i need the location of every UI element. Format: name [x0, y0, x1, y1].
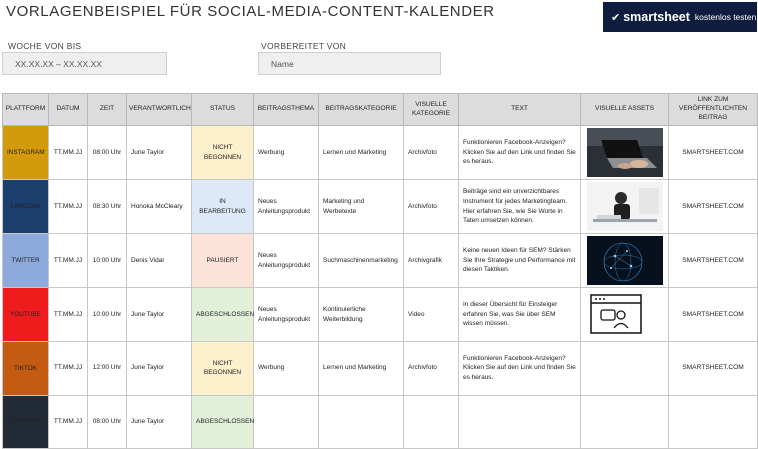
week-label: WOCHE VON BIS — [8, 41, 82, 51]
status-cell[interactable]: IN BEARBEITUNG — [192, 180, 254, 234]
visual-category-cell[interactable]: Archivfoto — [404, 342, 459, 396]
checkmark-logo-icon: ✔ — [611, 11, 621, 24]
topic-cell[interactable] — [254, 395, 319, 449]
visual-category-cell[interactable]: Archivgrafik — [404, 234, 459, 288]
published-link[interactable]: SMARTSHEET.COM — [669, 126, 758, 180]
col-header-platform: PLATTFORM — [3, 94, 49, 126]
published-link[interactable]: SMARTSHEET.COM — [669, 342, 758, 396]
table-row — [3, 180, 758, 234]
text-cell[interactable]: Funktionieren Facebook-Anzeigen? Klicken Sie auf den Link und finden Sie es heraus. — [459, 342, 581, 396]
col-header-visual-assets: VISUELLE ASSETS — [581, 94, 669, 126]
col-header-link: LINK ZUM VERÖFFENTLICHTEN BEITRAG — [669, 94, 758, 126]
visual-category-cell[interactable] — [404, 395, 459, 449]
video-chat-icon — [587, 290, 663, 339]
col-header-status: STATUS — [192, 94, 254, 126]
topic-cell[interactable]: Neues Anleitungsprodukt — [254, 180, 319, 234]
category-cell[interactable]: Kontinuierliche Weiterbildung — [319, 288, 404, 342]
platform-cell[interactable]: LINKEDIN — [3, 180, 49, 234]
category-cell[interactable] — [319, 395, 404, 449]
published-link[interactable] — [669, 395, 758, 449]
col-header-category: BEITRAGSKATEGORIE — [319, 94, 404, 126]
date-cell[interactable]: TT.MM.JJ — [49, 180, 88, 234]
topic-cell[interactable]: Werbung — [254, 126, 319, 180]
owner-cell[interactable]: June Taylor — [127, 126, 192, 180]
trial-cta: kostenlos testen — [694, 12, 757, 22]
owner-cell[interactable]: June Taylor — [127, 395, 192, 449]
col-header-topic: BEITRAGSTHEMA — [254, 94, 319, 126]
platform-cell[interactable]: TWITTER — [3, 234, 49, 288]
status-cell[interactable]: PAUSIERT — [192, 234, 254, 288]
platform-cell[interactable]: INSTAGRAM — [3, 126, 49, 180]
time-cell[interactable]: 10:00 Uhr — [88, 288, 127, 342]
col-header-date: DATUM — [49, 94, 88, 126]
text-cell[interactable]: In dieser Übersicht für Einsteiger erfahren Sie, was Sie über SEM wissen müssen. — [459, 288, 581, 342]
visual-category-cell[interactable]: Archivfoto — [404, 126, 459, 180]
status-cell[interactable]: NICHT BEGONNEN — [192, 126, 254, 180]
published-link[interactable]: SMARTSHEET.COM — [669, 180, 758, 234]
prepared-by-field[interactable]: Name — [258, 52, 441, 75]
platform-cell[interactable]: TIKTOK — [3, 342, 49, 396]
text-cell[interactable] — [459, 395, 581, 449]
status-cell[interactable]: NICHT BEGONNEN — [192, 342, 254, 396]
week-field[interactable]: XX.XX.XX – XX.XX.XX — [2, 52, 167, 75]
owner-cell[interactable]: June Taylor — [127, 342, 192, 396]
table-row — [3, 126, 758, 180]
col-header-text: TEXT — [459, 94, 581, 126]
visual-asset-cell[interactable] — [581, 234, 669, 288]
topic-cell[interactable]: Neues Anleitungsprodukt — [254, 234, 319, 288]
table-row — [3, 234, 758, 288]
col-header-visual-category: VISUELLE KATEGORIE — [404, 94, 459, 126]
owner-cell[interactable]: June Taylor — [127, 288, 192, 342]
col-header-owner: VERANTWORTLICH — [127, 94, 192, 126]
category-cell[interactable]: Lernen und Marketing — [319, 126, 404, 180]
page-title: VORLAGENBEISPIEL FÜR SOCIAL-MEDIA-CONTENT-KALENDER — [6, 3, 495, 20]
time-cell[interactable]: 10:00 Uhr — [88, 234, 127, 288]
text-cell[interactable]: Beiträge sind ein unverzichtbares Instrument für jedes Marketingteam. Hier erfahren Sie, wie Sie Worte in Taten umsetzen können. — [459, 180, 581, 234]
published-link[interactable]: SMARTSHEET.COM — [669, 288, 758, 342]
date-cell[interactable]: TT.MM.JJ — [49, 126, 88, 180]
category-cell[interactable]: Marketing und Werbetexte — [319, 180, 404, 234]
topic-cell[interactable]: Neues Anleitungsprodukt — [254, 288, 319, 342]
visual-asset-cell[interactable] — [581, 395, 669, 449]
table-row — [3, 288, 758, 342]
text-cell[interactable]: Keine neuen Ideen für SEM? Stärken Sie Ihre Strategie und Performance mit diesen Taktiken. — [459, 234, 581, 288]
published-link[interactable]: SMARTSHEET.COM — [669, 234, 758, 288]
prepared-by-label: VORBEREITET VON — [261, 41, 347, 51]
time-cell[interactable]: 08:00 Uhr — [88, 126, 127, 180]
platform-cell[interactable]: SONSTIGE — [3, 395, 49, 449]
time-cell[interactable]: 08:30 Uhr — [88, 180, 127, 234]
globe-network-graphic — [587, 236, 663, 285]
table-row — [3, 342, 758, 396]
col-header-time: ZEIT — [88, 94, 127, 126]
status-cell[interactable]: ABGESCHLOSSEN — [192, 288, 254, 342]
content-calendar-table — [2, 93, 758, 449]
platform-cell[interactable]: YOUTUBE — [3, 288, 49, 342]
topic-cell[interactable]: Werbung — [254, 342, 319, 396]
date-cell[interactable]: TT.MM.JJ — [49, 342, 88, 396]
table-row — [3, 395, 758, 449]
smartsheet-trial-banner[interactable] — [603, 2, 757, 32]
owner-cell[interactable]: Denis Vidal — [127, 234, 192, 288]
table-header-row — [3, 94, 758, 126]
time-cell[interactable]: 12:00 Uhr — [88, 342, 127, 396]
status-cell[interactable]: ABGESCHLOSSEN — [192, 395, 254, 449]
visual-asset-cell[interactable] — [581, 288, 669, 342]
owner-cell[interactable]: Honoka McCleary — [127, 180, 192, 234]
visual-asset-cell[interactable] — [581, 342, 669, 396]
brand-name: smartsheet — [623, 10, 690, 24]
visual-category-cell[interactable]: Archivfoto — [404, 180, 459, 234]
visual-asset-cell[interactable] — [581, 180, 669, 234]
date-cell[interactable]: TT.MM.JJ — [49, 288, 88, 342]
laptop-typing-photo — [587, 128, 663, 177]
text-cell[interactable]: Funktionieren Facebook-Anzeigen? Klicken Sie auf den Link und finden Sie es heraus. — [459, 126, 581, 180]
category-cell[interactable]: Lernen und Marketing — [319, 342, 404, 396]
date-cell[interactable]: TT.MM.JJ — [49, 395, 88, 449]
date-cell[interactable]: TT.MM.JJ — [49, 234, 88, 288]
time-cell[interactable]: 08:00 Uhr — [88, 395, 127, 449]
category-cell[interactable]: Suchmaschinenmarketing — [319, 234, 404, 288]
visual-category-cell[interactable]: Video — [404, 288, 459, 342]
visual-asset-cell[interactable] — [581, 126, 669, 180]
woman-at-desk-photo — [587, 182, 663, 231]
